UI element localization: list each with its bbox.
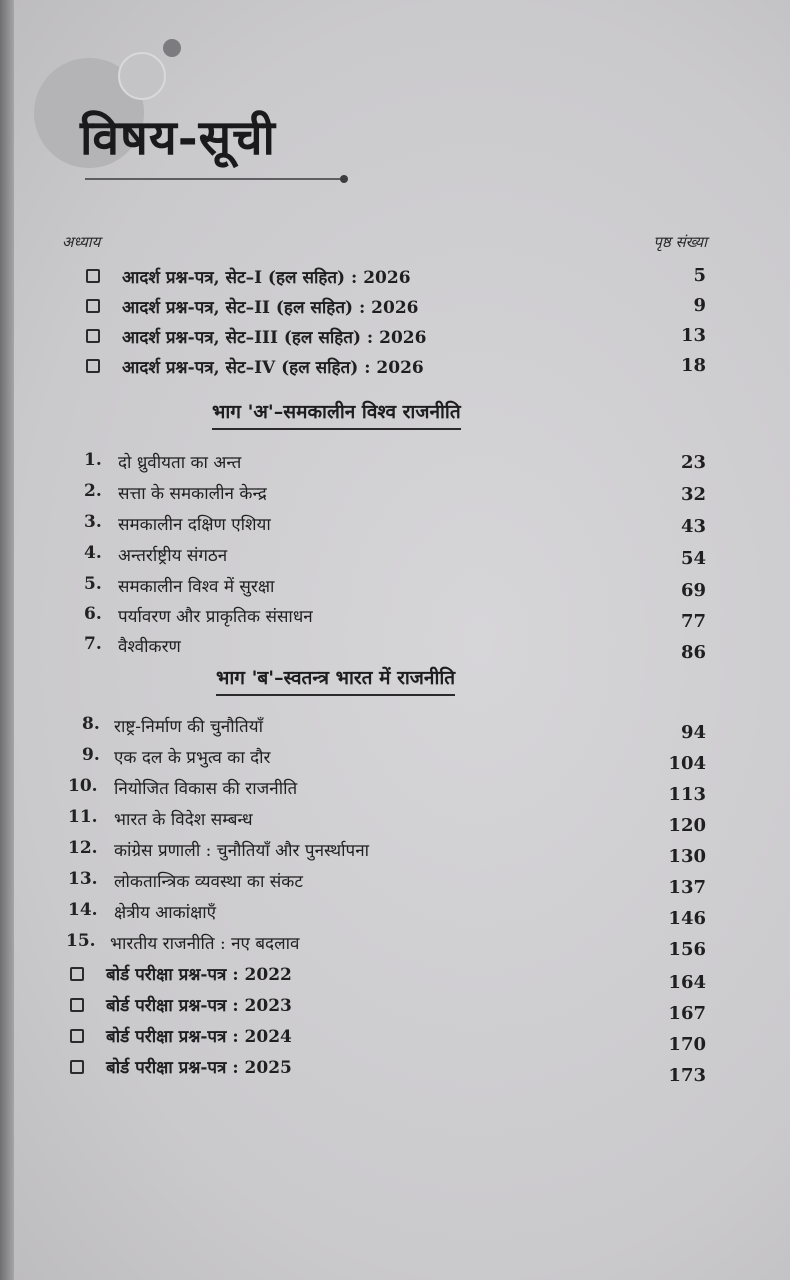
chapter-number: 2. bbox=[84, 481, 102, 501]
chapter-title: दो ध्रुवीयता का अन्त bbox=[118, 453, 242, 473]
toc-entry-chapter[interactable] bbox=[0, 900, 790, 930]
chapter-title: एक दल के प्रभुत्व का दौर bbox=[114, 748, 271, 768]
checkbox-square-icon bbox=[86, 359, 100, 373]
toc-entry-chapter[interactable] bbox=[0, 869, 790, 899]
chapter-page-number: 104 bbox=[668, 753, 706, 774]
page-title: विषय-सूची bbox=[80, 110, 276, 166]
entry-label: आदर्श प्रश्न-पत्र, सेट–III (हल सहित) : 2026 bbox=[122, 328, 427, 348]
chapter-page-number: 86 bbox=[680, 642, 706, 663]
toc-entry-chapter[interactable] bbox=[0, 602, 790, 632]
toc-entry-model-paper[interactable] bbox=[0, 323, 790, 353]
chapter-page-number: 54 bbox=[680, 548, 706, 569]
chapter-title: लोकतान्त्रिक व्यवस्था का संकट bbox=[114, 872, 303, 892]
chapter-number: 4. bbox=[84, 543, 102, 563]
entry-label: बोर्ड परीक्षा प्रश्न-पत्र : 2024 bbox=[106, 1027, 292, 1047]
toc-entry-model-paper[interactable] bbox=[0, 353, 790, 383]
column-header-page-number: पृष्ठ संख्या bbox=[653, 233, 707, 251]
toc-entry-board-paper[interactable] bbox=[0, 962, 790, 992]
decorative-circle-medium-icon bbox=[118, 52, 166, 100]
chapter-number: 13. bbox=[68, 869, 98, 889]
chapter-title: सत्ता के समकालीन केन्द्र bbox=[118, 484, 267, 504]
chapter-title: भारतीय राजनीति : नए बदलाव bbox=[110, 934, 300, 954]
toc-entry-model-paper[interactable] bbox=[0, 263, 790, 293]
chapter-page-number: 137 bbox=[668, 877, 706, 898]
chapter-number: 3. bbox=[84, 512, 102, 532]
chapter-page-number: 130 bbox=[668, 846, 706, 867]
title-underline bbox=[85, 178, 343, 180]
entry-label: आदर्श प्रश्न-पत्र, सेट–II (हल सहित) : 2026 bbox=[122, 298, 419, 318]
entry-page-number: 173 bbox=[668, 1065, 706, 1086]
entry-page-number: 13 bbox=[680, 325, 706, 346]
toc-entry-model-paper[interactable] bbox=[0, 293, 790, 323]
chapter-page-number: 94 bbox=[680, 722, 706, 743]
chapter-number: 15. bbox=[66, 931, 96, 951]
checkbox-square-icon bbox=[70, 998, 84, 1012]
chapter-page-number: 69 bbox=[680, 580, 706, 601]
entry-label: आदर्श प्रश्न-पत्र, सेट–IV (हल सहित) : 2026 bbox=[122, 358, 424, 378]
chapter-number: 12. bbox=[68, 838, 98, 858]
chapter-number: 10. bbox=[68, 776, 98, 796]
chapter-title: समकालीन विश्व में सुरक्षा bbox=[118, 577, 275, 597]
toc-entry-board-paper[interactable] bbox=[0, 993, 790, 1023]
entry-label: बोर्ड परीक्षा प्रश्न-पत्र : 2023 bbox=[106, 996, 292, 1016]
toc-entry-chapter[interactable] bbox=[0, 745, 790, 775]
entry-page-number: 18 bbox=[680, 355, 706, 376]
entry-page-number: 5 bbox=[693, 265, 706, 286]
chapter-title: क्षेत्रीय आकांक्षाएँ bbox=[114, 903, 217, 923]
section-heading-part-a: भाग 'अ'–समकालीन विश्व राजनीति bbox=[212, 398, 461, 430]
entry-page-number: 164 bbox=[668, 972, 706, 993]
chapter-number: 5. bbox=[84, 574, 102, 594]
chapter-title: अन्तर्राष्ट्रीय संगठन bbox=[118, 546, 228, 566]
column-header-chapter: अध्याय bbox=[62, 233, 101, 251]
chapter-number: 8. bbox=[82, 714, 100, 734]
toc-entry-chapter[interactable] bbox=[0, 807, 790, 837]
chapter-number: 9. bbox=[82, 745, 100, 765]
checkbox-square-icon bbox=[70, 1029, 84, 1043]
chapter-page-number: 120 bbox=[668, 815, 706, 836]
toc-entry-chapter[interactable] bbox=[0, 714, 790, 744]
entry-page-number: 9 bbox=[693, 295, 706, 316]
chapter-number: 1. bbox=[84, 450, 102, 470]
checkbox-square-icon bbox=[70, 1060, 84, 1074]
chapter-title: नियोजित विकास की राजनीति bbox=[114, 779, 298, 799]
chapter-number: 6. bbox=[84, 604, 102, 624]
checkbox-square-icon bbox=[70, 967, 84, 981]
entry-label: बोर्ड परीक्षा प्रश्न-पत्र : 2025 bbox=[106, 1058, 292, 1078]
toc-entry-board-paper[interactable] bbox=[0, 1024, 790, 1054]
toc-entry-chapter[interactable] bbox=[0, 510, 790, 540]
toc-entry-chapter[interactable] bbox=[0, 479, 790, 509]
toc-entry-chapter[interactable] bbox=[0, 448, 790, 478]
chapter-page-number: 146 bbox=[668, 908, 706, 929]
chapter-number: 11. bbox=[68, 807, 98, 827]
entry-label: आदर्श प्रश्न-पत्र, सेट–I (हल सहित) : 2026 bbox=[122, 268, 411, 288]
chapter-title: वैश्वीकरण bbox=[118, 637, 181, 657]
decorative-circle-small-icon bbox=[163, 39, 181, 57]
entry-page-number: 167 bbox=[668, 1003, 706, 1024]
toc-entry-chapter[interactable] bbox=[0, 572, 790, 602]
section-heading-part-b: भाग 'ब'–स्वतन्त्र भारत में राजनीति bbox=[216, 664, 455, 696]
entry-page-number: 170 bbox=[668, 1034, 706, 1055]
chapter-page-number: 23 bbox=[680, 452, 706, 473]
chapter-number: 14. bbox=[68, 900, 98, 920]
toc-entry-chapter[interactable] bbox=[0, 776, 790, 806]
title-underline-dot-icon bbox=[340, 175, 348, 183]
checkbox-square-icon bbox=[86, 269, 100, 283]
chapter-title: भारत के विदेश सम्बन्ध bbox=[114, 810, 253, 830]
chapter-title: राष्ट्र-निर्माण की चुनौतियाँ bbox=[114, 717, 263, 737]
toc-entry-chapter[interactable] bbox=[0, 838, 790, 868]
chapter-number: 7. bbox=[84, 634, 102, 654]
checkbox-square-icon bbox=[86, 329, 100, 343]
chapter-page-number: 43 bbox=[680, 516, 706, 537]
chapter-page-number: 156 bbox=[668, 939, 706, 960]
toc-entry-chapter[interactable] bbox=[0, 541, 790, 571]
checkbox-square-icon bbox=[86, 299, 100, 313]
chapter-page-number: 77 bbox=[680, 611, 706, 632]
toc-entry-chapter[interactable] bbox=[0, 931, 790, 961]
chapter-page-number: 113 bbox=[668, 784, 706, 805]
toc-entry-board-paper[interactable] bbox=[0, 1055, 790, 1085]
toc-entry-chapter[interactable] bbox=[0, 632, 790, 662]
chapter-title: पर्यावरण और प्राकृतिक संसाधन bbox=[118, 607, 313, 627]
entry-label: बोर्ड परीक्षा प्रश्न-पत्र : 2022 bbox=[106, 965, 292, 985]
chapter-title: कांग्रेस प्रणाली : चुनौतियाँ और पुनर्स्थापना bbox=[114, 841, 370, 861]
chapter-title: समकालीन दक्षिण एशिया bbox=[118, 515, 271, 535]
chapter-page-number: 32 bbox=[680, 484, 706, 505]
